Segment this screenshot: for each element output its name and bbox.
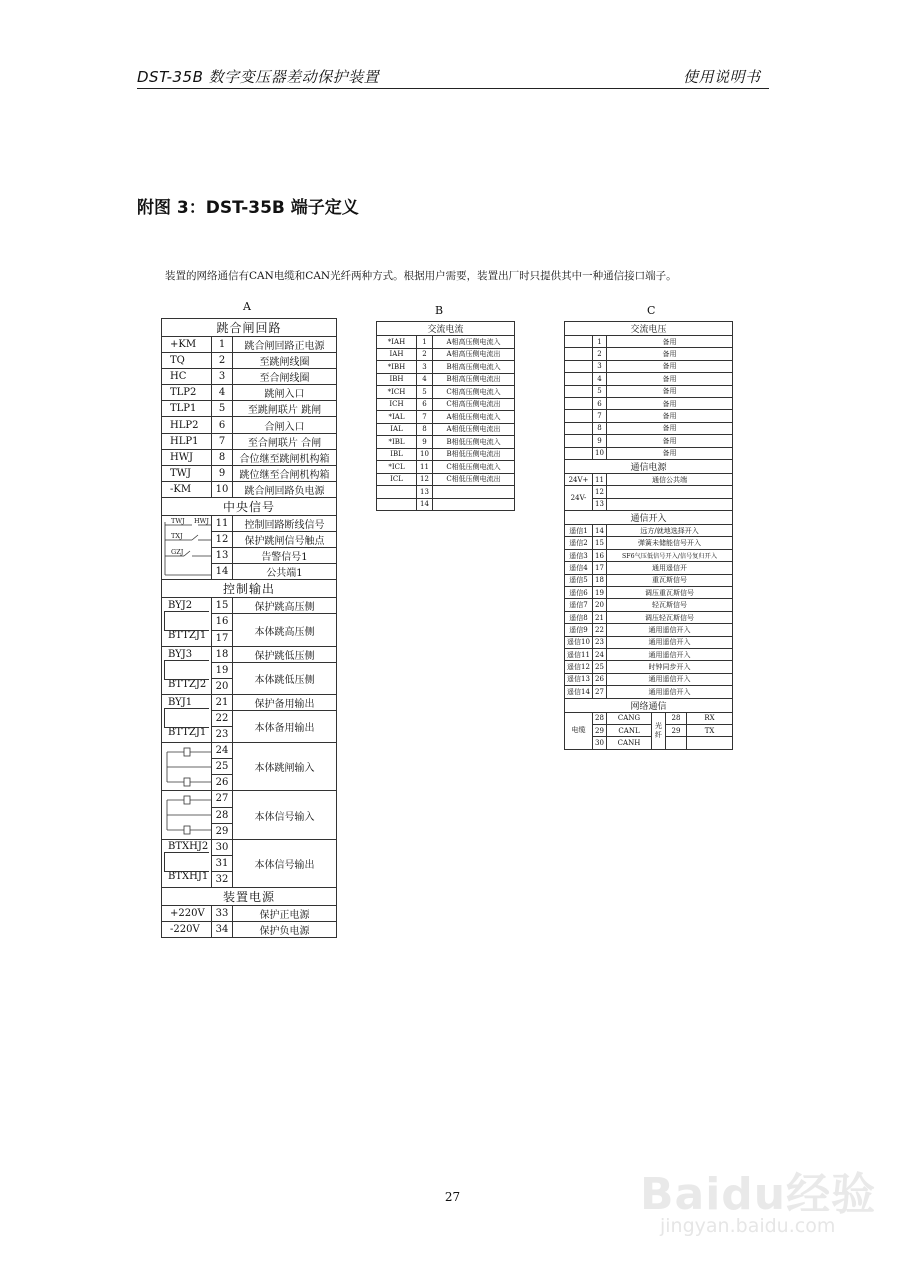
section-comm-input: 通信开入 [565,511,733,525]
table-row: 27 本体信号输入 [162,791,337,807]
table-row: 23 [162,727,337,743]
page-number: 27 [444,1190,461,1204]
table-row: 12 保护跳闸信号触点 [162,532,337,548]
table-row: TLP2 4 跳闸入口 [162,385,337,401]
input-contact-diagram [162,791,212,839]
input-coil-icon [162,744,211,790]
section-central-signal: 中央信号 [162,497,337,515]
table-row: 14 公共端1 [162,564,337,580]
table-row: 5 备用 [565,385,733,397]
table-row: 10 备用 [565,447,733,459]
cable-label: 电缆 [565,712,593,749]
table-row: -KM 10 跳合闸回路负电源 [162,481,337,497]
table-row: 20 [162,678,337,694]
section-trip-close: 跳合闸回路 [162,319,337,337]
table-row: -220V 34 保护负电源 [162,922,337,938]
table-row: 遥信3 16 SF6气压低信号开入/信号复归开入 [565,549,733,561]
table-row: 遥信4 17 通用遥信开 [565,562,733,574]
table-row: 遥信14 27 通用遥信开入 [565,686,733,698]
table-row: 遥信2 15 弹簧未储能信号开入 [565,537,733,549]
intro-paragraph: 装置的网络通信有CAN电缆和CAN光纤两种方式。根据用户需要，装置出厂时只提供其中一种通信接口端子。 [165,270,677,282]
table-row: HLP1 7 至合闸联片 合闸 [162,433,337,449]
table-row: 13 [565,498,733,510]
twj-label: TWJ [171,516,185,525]
table-row: *ICH 5 C相高压侧电流入 [377,386,515,399]
table-row: 9 备用 [565,435,733,447]
terminal-table-b [376,321,515,511]
table-row: 遥信6 19 调压重瓦斯信号 [565,587,733,599]
table-row: 遥信11 24 通用遥信开入 [565,648,733,660]
table-row: HC 3 至合闸线圈 [162,369,337,385]
table-row: *IBH 3 B相高压侧电流入 [377,361,515,374]
table-row: BYJ3 BTTZJ2 18 保护跳低压侧 [162,646,337,662]
section-device-power: 装置电源 [162,888,337,906]
table-row: 25 [162,759,337,775]
section-control-output: 控制输出 [162,580,337,598]
table-row: 24V- 12 [565,486,733,498]
table-row: 30 CANH [565,737,733,749]
table-row: 24 本体跳闸输入 [162,743,337,759]
table-row: 遥信12 25 时钟同步开入 [565,661,733,673]
table-row: 遥信9 22 通用遥信开入 [565,624,733,636]
table-row: *IBL 9 B相低压侧电流入 [377,436,515,449]
contact-diagram-icon [162,517,211,579]
table-b-label: B [435,304,444,317]
table-row: 遥信8 21 调压轻瓦斯信号 [565,611,733,623]
table-row: IBL 10 B相低压侧电流出 [377,448,515,461]
watermark-logo: Baidu经验 [640,1169,877,1220]
watermark-url: jingyan.baidu.com [660,1215,836,1237]
fiber-label: 光纤 [652,712,666,749]
table-row: BYJ2 BTTZJ1 15 保护跳高压侧 [162,598,337,614]
table-row: TLP1 5 至跳闸联片 跳闸 [162,401,337,417]
table-row: BYJ1 BTTZJ1 21 保护备用输出 [162,694,337,710]
section-ac-current: 交流电流 [377,322,515,336]
table-row: TWJ HWJ TXJ GZJ 11 控制回路断线信号 [162,515,337,531]
table-a-label: A [243,300,251,313]
table-row: 1 备用 [565,336,733,348]
section-ac-voltage: 交流电压 [565,322,733,336]
header-title: DST-35B 数字变压器差动保护装置 [137,68,380,86]
header-manual-label: 使用说明书 [683,68,761,86]
table-row: 遥信13 26 通用遥信开入 [565,673,733,685]
table-row: TQ 2 至跳闸线圈 [162,353,337,369]
table-row: 4 备用 [565,373,733,385]
table-row: 22 本体备用输出 [162,710,337,726]
relay-diagram: BYJ3 BTTZJ2 [162,646,212,694]
hwj-label: HWJ [194,516,209,525]
table-row: 13 [377,486,515,499]
table-row: 16 本体跳高压侧 [162,614,337,630]
table-row: *ICL 11 C相低压侧电流入 [377,461,515,474]
table-row: ICL 12 C相低压侧电流出 [377,473,515,486]
table-row: +KM 1 跳合闸回路正电源 [162,337,337,353]
table-row: IBH 4 B相高压侧电流出 [377,373,515,386]
table-row: 遥信5 18 重瓦斯信号 [565,574,733,586]
section-network-comm: 网络通信 [565,698,733,712]
table-row: TWJ 9 跳位继至合闸机构箱 [162,465,337,481]
table-row: 遥信7 20 轻瓦斯信号 [565,599,733,611]
table-row: IAH 2 A相高压侧电流出 [377,348,515,361]
txj-label: TXJ [171,531,183,540]
table-row: *IAH 1 A相高压侧电流入 [377,336,515,349]
section-comm-power: 通信电源 [565,459,733,473]
table-row: +220V 33 保护正电源 [162,906,337,922]
figure-title: 附图 3：DST-35B 端子定义 [137,198,359,218]
gzj-label: GZJ [171,547,184,556]
table-row: 13 告警信号1 [162,548,337,564]
terminal-table-c [564,321,733,750]
table-row: 29 [162,823,337,839]
table-row: 28 [162,807,337,823]
table-row: HWJ 8 合位继至跳闸机构箱 [162,449,337,465]
signal-contact-diagram [162,515,212,579]
header-rule [137,88,769,89]
table-c-label: C [647,304,656,317]
table-row: 3 备用 [565,360,733,372]
table-row: 8 备用 [565,422,733,434]
terminal-table-a [161,318,337,938]
table-row: 31 [162,855,337,871]
table-row: ICH 6 C相高压侧电流出 [377,398,515,411]
table-row: BTXHJ2 BTXHJ1 30 本体信号输出 [162,839,337,855]
table-row: 17 [162,630,337,646]
relay-diagram: BYJ1 BTTZJ1 [162,694,212,742]
table-row: 6 备用 [565,397,733,409]
table-row: 29 CANL 29 TX [565,724,733,736]
table-row: 14 [377,498,515,511]
input-coil-icon [162,792,211,838]
table-row: 19 本体跳低压侧 [162,662,337,678]
table-row: 7 备用 [565,410,733,422]
table-row: 24V+ 11 通信公共端 [565,473,733,485]
table-row: 2 备用 [565,348,733,360]
table-row: *IAL 7 A相低压侧电流入 [377,411,515,424]
input-contact-diagram [162,743,212,791]
table-row: HLP2 6 合闸入口 [162,417,337,433]
table-row: 26 [162,775,337,791]
table-row: 32 [162,871,337,887]
table-row: 电缆 28 CANG 光纤 28 RX [565,712,733,724]
relay-diagram: BTXHJ2 BTXHJ1 [162,839,212,887]
table-row: IAL 8 A相低压侧电流出 [377,423,515,436]
table-row: 遥信10 23 通用遥信开入 [565,636,733,648]
relay-diagram: BYJ2 BTTZJ1 [162,598,212,646]
table-row: 遥信1 14 远方/就地选择开入 [565,525,733,537]
